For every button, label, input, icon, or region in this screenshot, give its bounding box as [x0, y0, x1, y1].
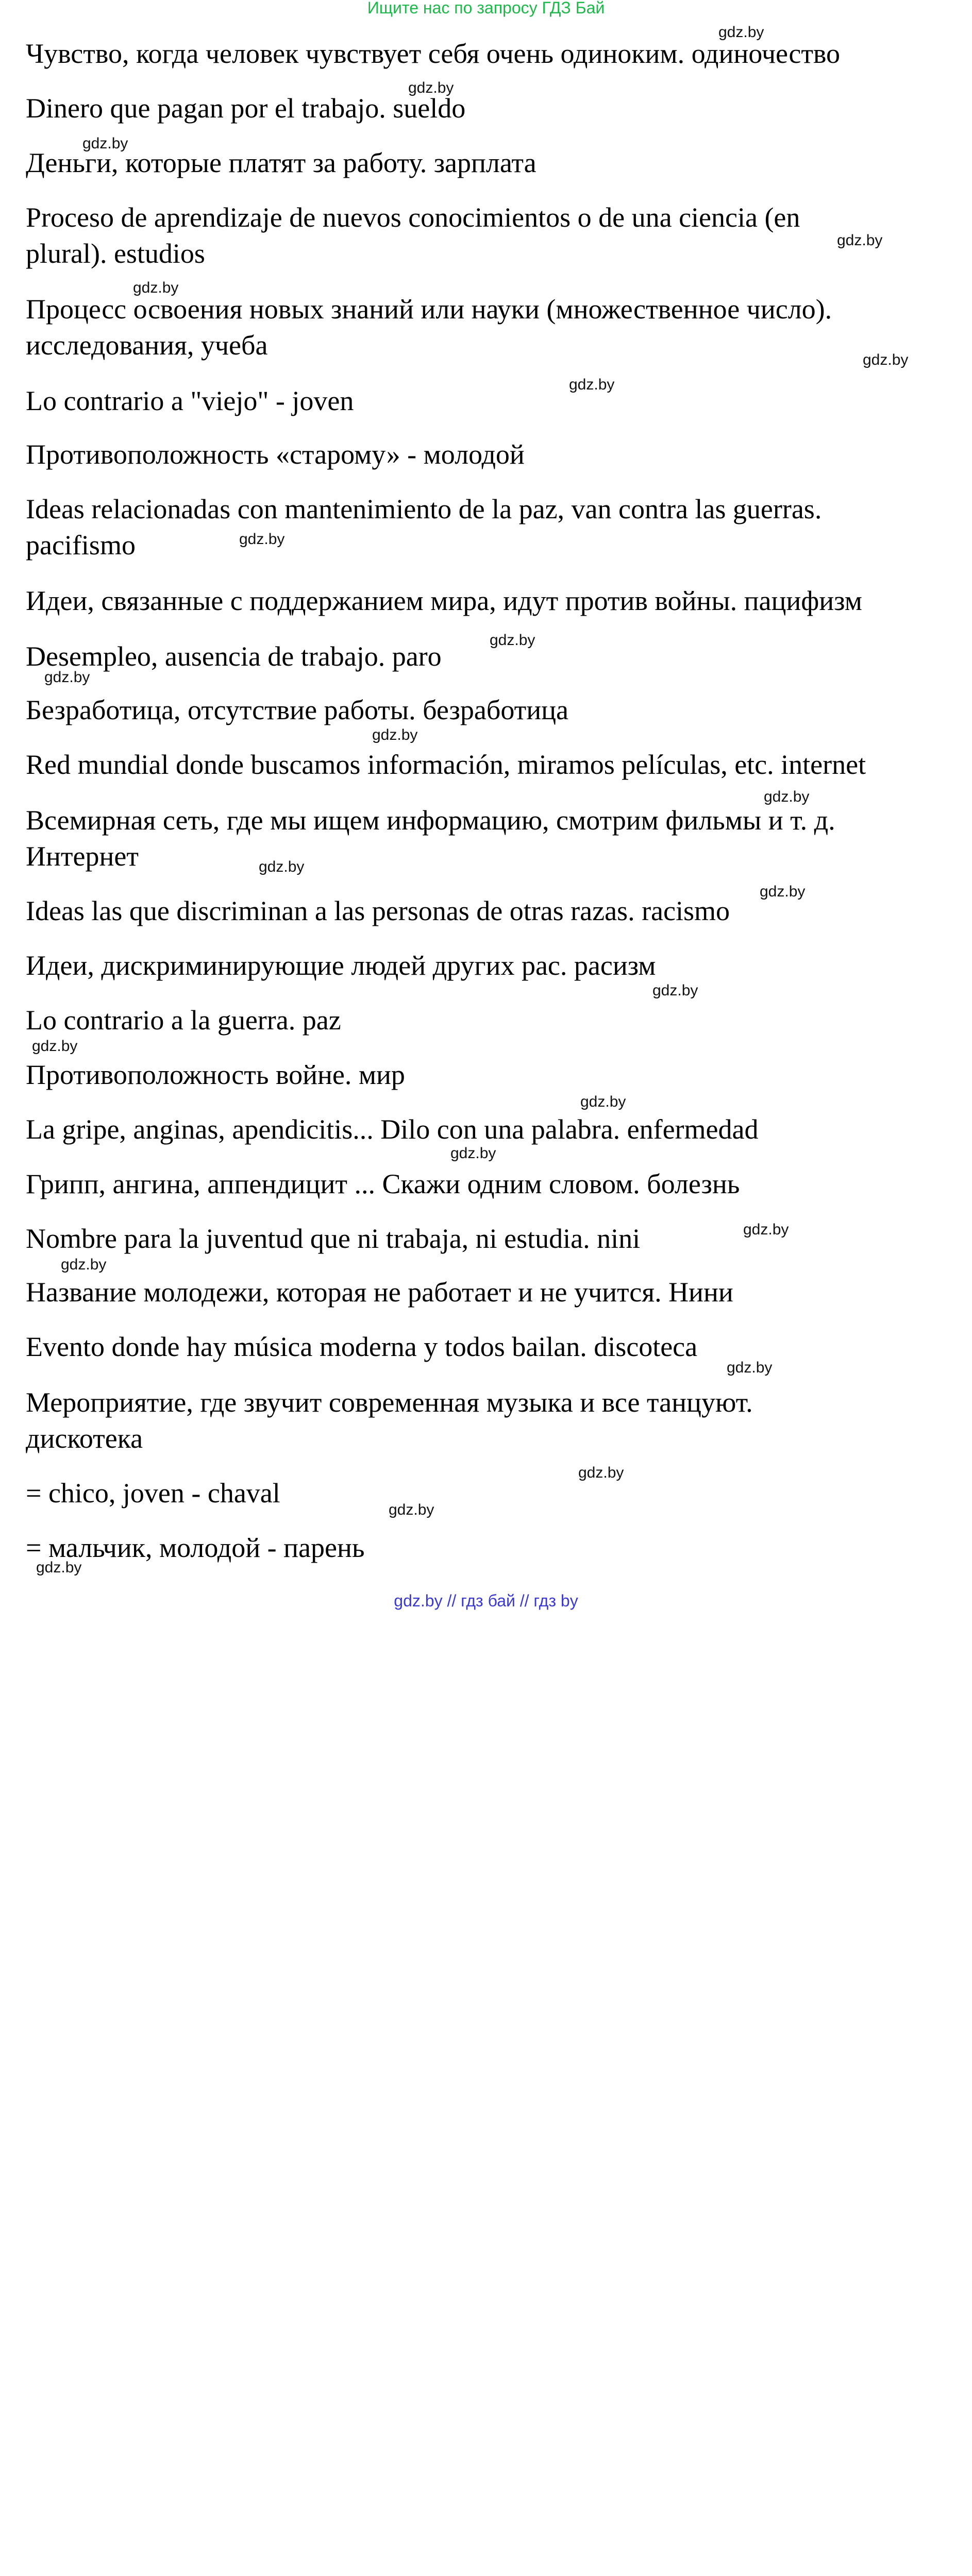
text-line: исследования, учеба	[26, 330, 268, 361]
watermark: gdz.by	[36, 1559, 82, 1577]
text-line: дискотека	[26, 1423, 143, 1454]
watermark: gdz.by	[578, 1464, 624, 1482]
watermark: gdz.by	[718, 24, 764, 41]
watermark: gdz.by	[44, 669, 90, 686]
text-line: Dinero que pagan por el trabajo. sueldo	[26, 93, 466, 124]
text-line: La gripe, anginas, apendicitis... Dilo con una palabra. enfermedad	[26, 1114, 759, 1145]
watermark: gdz.by	[450, 1145, 496, 1162]
watermark: gdz.by	[652, 982, 698, 999]
text-line: Evento donde hay música moderna y todos bailan. discoteca	[26, 1331, 698, 1362]
watermark: gdz.by	[863, 351, 909, 369]
text-line: Desempleo, ausencia de trabajo. paro	[26, 641, 442, 672]
text-line: Ideas relacionadas con mantenimiento de la paz, van contra las guerras.	[26, 494, 822, 524]
watermark: gdz.by	[569, 376, 615, 394]
text-line: Грипп, ангина, аппендицит ... Скажи одним словом. болезнь	[26, 1168, 740, 1199]
watermark: gdz.by	[259, 858, 305, 876]
text-line: Процесс освоения новых знаний или науки (множественное число).	[26, 294, 832, 325]
text-line: Идеи, связанные с поддержанием мира, идут против войны. пацифизм	[26, 585, 862, 616]
text-line: = мальчик, молодой - парень	[26, 1532, 365, 1563]
text-line: Nombre para la juventud que ni trabaja, ni estudia. nini	[26, 1223, 641, 1254]
watermark: gdz.by	[760, 883, 806, 901]
watermark: gdz.by	[490, 632, 535, 649]
watermark: gdz.by	[580, 1093, 626, 1111]
text-line: Red mundial donde buscamos información, miramos películas, etc. internet	[26, 749, 866, 780]
text-line: Всемирная сеть, где мы ищем информацию, смотрим фильмы и т. д.	[26, 805, 835, 836]
watermark: gdz.by	[727, 1359, 773, 1377]
watermark: gdz.by	[239, 531, 285, 548]
text-line: Lo contrario a la guerra. paz	[26, 1005, 341, 1036]
watermark: gdz.by	[764, 788, 810, 806]
text-line: Lo contrario a "viejo" - joven	[26, 385, 354, 416]
text-line: Название молодежи, которая не работает и не учится. Нини	[26, 1277, 733, 1308]
watermark: gdz.by	[372, 726, 418, 744]
watermark: gdz.by	[61, 1256, 107, 1274]
text-line: Противоположность «старому» - молодой	[26, 439, 525, 470]
watermark: gdz.by	[408, 79, 454, 97]
text-line: Интернет	[26, 841, 139, 872]
text-line: Proceso de aprendizaje de nuevos conocimientos o de una ciencia (en	[26, 202, 800, 233]
text-line: plural). estudios	[26, 238, 205, 269]
watermark: gdz.by	[82, 135, 128, 152]
text-line: Чувство, когда человек чувствует себя очень одиноким. одиночество	[26, 38, 841, 69]
text-line: Ideas las que discriminan a las personas de otras razas. racismo	[26, 895, 730, 926]
footer-links[interactable]: gdz.by // гдз бай // гдз by	[394, 1593, 578, 1611]
text-line: Деньги, которые платят за работу. зарплата	[26, 147, 537, 178]
watermark: gdz.by	[133, 279, 179, 297]
watermark: gdz.by	[837, 232, 883, 249]
text-line: pacifismo	[26, 530, 136, 561]
search-hint-banner[interactable]: Ищите нас по запросу ГДЗ Бай	[367, 0, 605, 18]
watermark: gdz.by	[32, 1038, 78, 1055]
text-line: = chico, joven - chaval	[26, 1478, 280, 1509]
watermark: gdz.by	[743, 1221, 789, 1239]
text-line: Безработица, отсутствие работы. безработица	[26, 694, 568, 725]
text-line: Противоположность войне. мир	[26, 1059, 405, 1090]
text-line: Идеи, дискриминирующие людей других рас. расизм	[26, 950, 656, 981]
watermark: gdz.by	[389, 1501, 434, 1519]
text-line: Мероприятие, где звучит современная музыка и все танцуют.	[26, 1387, 753, 1418]
